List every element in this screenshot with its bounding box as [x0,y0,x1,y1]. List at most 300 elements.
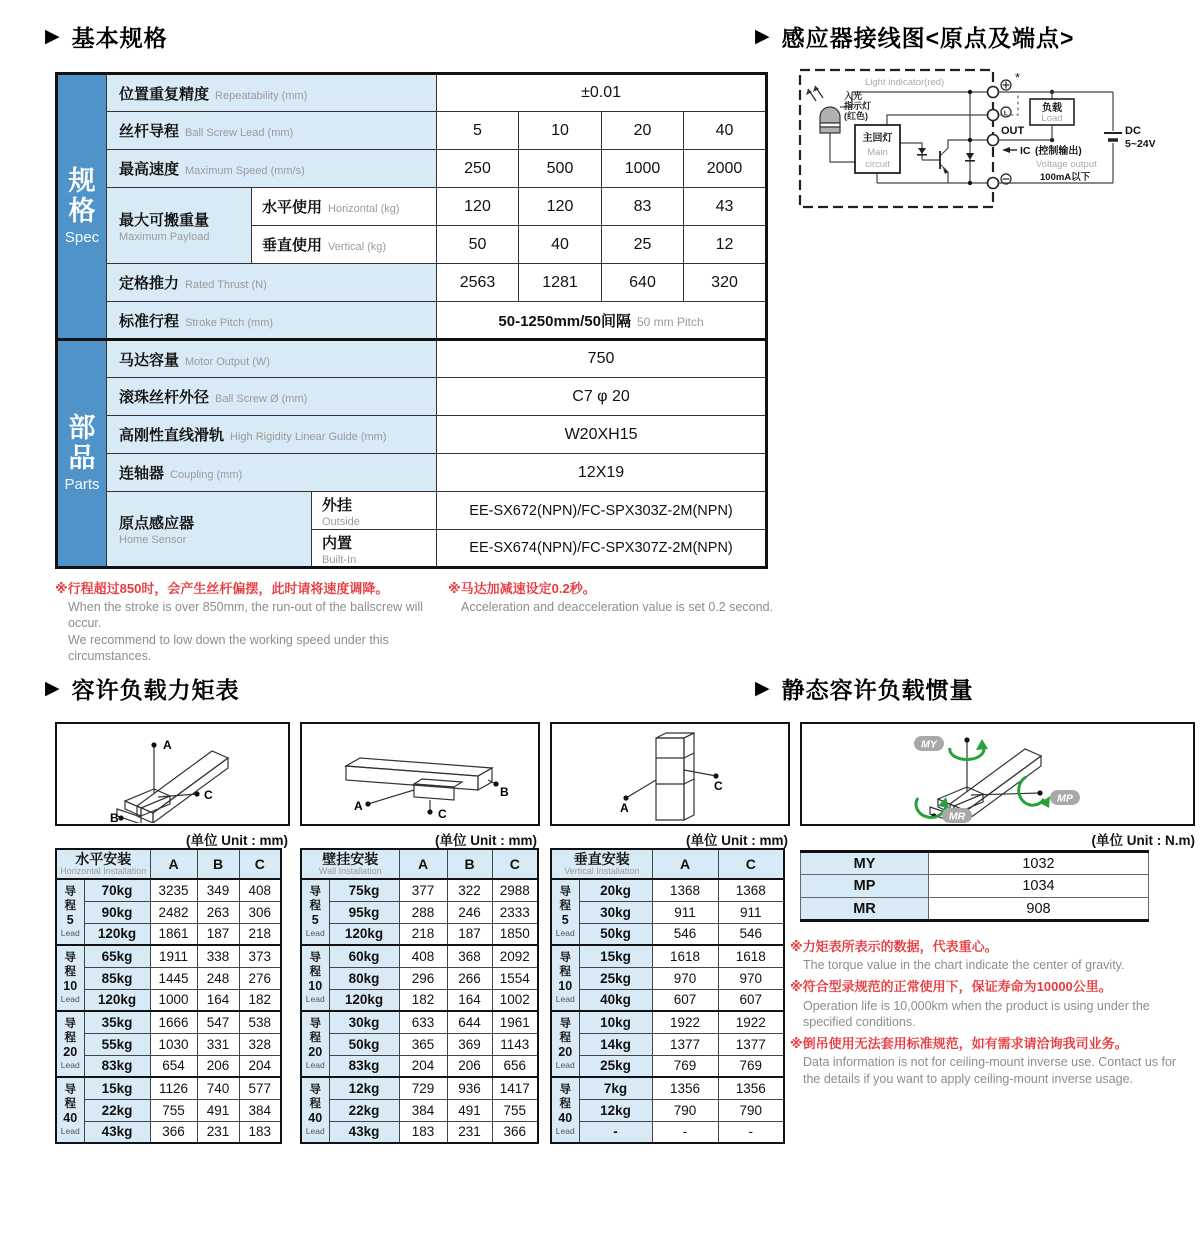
note-item: ※倒吊使用无法套用标准规范，如有需求请洽询我司业务。 Data information is not for ceiling-mount inverse use. Contact us for the details if you want to apply ceiling-mount inverse usage. [790,1036,1177,1086]
value-cell: 120 [437,188,519,226]
payload-cell: 25kg [579,967,652,989]
table-row [301,1011,538,1033]
value-cell: 20 [602,112,684,150]
triangle-bullet-icon: ▶ [45,678,61,699]
wall-rail-drawing [302,724,537,823]
payload-cell: 95kg [329,901,399,923]
table-row [301,879,538,901]
section-title-text: 感应器接线图<原点及端点> [781,25,1075,51]
point-b-label: B [500,785,509,799]
value-cell: 349 [197,879,239,901]
payload-cell: 90kg [84,901,150,923]
value-cell: 654 [150,1055,197,1077]
payload-cell: 83kg [84,1055,150,1077]
value-cell: 1000 [602,150,684,188]
payload-cell: 15kg [579,945,652,967]
value-cell: 538 [239,1011,281,1033]
value-cell: 384 [239,1099,281,1121]
value-cell: 231 [197,1121,239,1143]
out-label: OUT [1001,125,1025,137]
table-row [551,879,784,901]
value-cell: 491 [197,1099,239,1121]
column-header: A [150,849,197,879]
static-notes [790,938,1190,1092]
value-cell: 50 [437,226,519,264]
value-cell: 83 [602,188,684,226]
column-header: A [652,849,718,879]
table-row [551,923,784,945]
voltage-output-label: Voltage output [1036,159,1097,170]
value-cell: 1000 [150,989,197,1011]
sub-label-outside: 外挂 Outside [312,492,437,530]
spec-row-lead [57,112,767,150]
value-cell: 40 [684,112,767,150]
load-zh: 负载 [1042,103,1062,114]
value-cell: 120 [519,188,602,226]
table-row [56,901,281,923]
point-a-label: A [620,801,629,815]
lead-label: 导 程 5 Lead [56,879,84,945]
value-cell: 546 [652,923,718,945]
value-cell: - [718,1121,784,1143]
value-cell: 338 [197,945,239,967]
unit-caption-mm: (单位 Unit : mm) [186,833,288,848]
value-cell: 365 [399,1033,447,1055]
mr-badge [942,808,972,823]
moment-table-horizontal [55,848,282,1144]
value-cell: 607 [718,989,784,1011]
value-cell: 3235 [150,879,197,901]
payload-cell: 65kg [84,945,150,967]
value-cell: 1356 [718,1077,784,1099]
moment-table [550,848,785,1144]
lead-label: 导 程 20 Lead [551,1011,579,1077]
spec-row-thrust [57,264,767,302]
value-cell: W20XH15 [437,416,767,454]
table-row [56,1121,281,1143]
value-cell: 1126 [150,1077,197,1099]
payload-cell: 35kg [84,1011,150,1033]
diagram-vertical-installation [550,722,790,826]
value-cell: 276 [239,967,281,989]
table-row [56,1033,281,1055]
payload-cell: 14kg [579,1033,652,1055]
payload-cell: 15kg [84,1077,150,1099]
plus-terminal-icon [1001,80,1011,90]
value-cell: 5 [437,112,519,150]
diagram-static-moment [800,722,1195,826]
table-row [551,1099,784,1121]
installation-label: 壁挂安装 Wall Installation [301,849,399,879]
value-cell: 1445 [150,967,197,989]
lead-label: 导 程 10 Lead [56,945,84,1011]
row-label: 滚珠丝杆外径 Ball Screw Ø (mm) [107,378,437,416]
payload-cell: 80kg [329,967,399,989]
note-item: ※符合型录规范的正常使用下，保证寿命为10000公里。 Operation life is 10,000km when the product is using under the specified conditions. [790,979,1150,1029]
value-cell: 182 [399,989,447,1011]
note-zh: ※马达加减速设定0.2秒。 [448,581,596,596]
table-row [551,1055,784,1077]
value-cell: 206 [447,1055,492,1077]
svg-text:指示灯: 指示灯 [844,101,872,111]
lead-label: 导 程 40 Lead [551,1077,579,1143]
lead-label: 导 程 40 Lead [301,1077,329,1143]
spec-row-payload-horizontal [57,188,767,226]
value-cell: 1861 [150,923,197,945]
lead-label: 导 程 20 Lead [301,1011,329,1077]
row-label: 丝杆导程 Ball Screw Lead (mm) [107,112,437,150]
value-cell: 377 [399,879,447,901]
vertical-rail-drawing [552,724,787,823]
column-header: C [492,849,538,879]
value-cell: 331 [197,1033,239,1055]
table-row [551,1121,784,1143]
table-row [551,1033,784,1055]
value-cell: 266 [447,967,492,989]
section-title-moment [45,672,240,705]
value-cell: 182 [239,989,281,1011]
value-cell: ±0.01 [437,74,767,112]
value-cell: 1850 [492,923,538,945]
table-row [301,901,538,923]
section-title-static [755,672,974,705]
main-circuit-zh: 主回灯 [862,133,893,144]
row-label: 马达容量 Motor Output (W) [107,340,437,378]
svg-text:Load: Load [1041,113,1063,124]
value-cell: 25 [602,226,684,264]
payload-cell: 75kg [329,879,399,901]
svg-text:(红色): (红色) [844,111,868,121]
diagram-horizontal-installation [55,722,290,826]
point-c-label: C [438,807,447,821]
table-row [801,852,1149,875]
column-header: B [447,849,492,879]
payload-cell: 83kg [329,1055,399,1077]
value-cell: 656 [492,1055,538,1077]
svg-text:5~24V: 5~24V [1125,138,1156,150]
value-cell: C7 φ 20 [437,378,767,416]
triangle-bullet-icon: ▶ [45,26,61,47]
value-cell: 1618 [718,945,784,967]
moment-axis-label: MP [801,875,929,898]
value-cell: 218 [239,923,281,945]
svg-text:MP: MP [1057,792,1073,805]
moment-value: 1032 [929,852,1149,875]
row-label: 定格推力 Rated Thrust (N) [107,264,437,302]
moment-table-vertical [550,848,785,1144]
value-cell: 288 [399,901,447,923]
lead-label: 导 程 20 Lead [56,1011,84,1077]
table-row [301,1055,538,1077]
ic-arrow-icon [1002,147,1017,153]
value-cell: 1922 [652,1011,718,1033]
value-cell: 1961 [492,1011,538,1033]
value-cell: 373 [239,945,281,967]
table-row [56,1099,281,1121]
moment-axis-label: MY [801,852,929,875]
value-cell: 368 [447,945,492,967]
value-cell: 408 [399,945,447,967]
section-title-text: 容许负载力矩表 [71,677,240,703]
value-cell: 187 [197,923,239,945]
table-row [551,1011,784,1033]
dc-label: DC [1125,125,1141,137]
rotation-arrowheads [938,739,1050,808]
value-cell: 204 [239,1055,281,1077]
triangle-bullet-icon: ▶ [755,678,771,699]
value-cell: 1666 [150,1011,197,1033]
point-b-label: B [110,811,119,823]
value-cell: 246 [447,901,492,923]
value-cell: 2092 [492,945,538,967]
row-label-sensor: 原点感应器 Home Sensor [107,492,312,568]
spec-row-sensor-outside [57,492,767,530]
value-cell: 577 [239,1077,281,1099]
value-cell: 1922 [718,1011,784,1033]
my-badge [914,736,944,751]
value-cell: 1417 [492,1077,538,1099]
value-cell: 328 [239,1033,281,1055]
spec-row-motor [57,340,767,378]
value-cell: 1377 [718,1033,784,1055]
value-cell: 2988 [492,879,538,901]
payload-cell: 7kg [579,1077,652,1099]
value-cell: 164 [447,989,492,1011]
mp-badge [1050,790,1080,805]
table-row [551,989,784,1011]
table-row [301,1121,538,1143]
value-cell: 408 [239,879,281,901]
point-a-label: A [354,799,363,813]
value-cell: - [652,1121,718,1143]
moment-table-header [301,849,538,879]
moment-table [55,848,282,1144]
diagram-wall-installation [300,722,540,826]
table-row [301,1099,538,1121]
value-cell: EE-SX674(NPN)/FC-SPX307Z-2M(NPN) [437,530,767,568]
value-cell: 250 [437,150,519,188]
section-title-wiring [755,20,1075,53]
moment-table-header [551,849,784,879]
payload-cell: 12kg [579,1099,652,1121]
payload-cell: 120kg [329,923,399,945]
value-cell: 790 [718,1099,784,1121]
moment-axis-label: MR [801,898,929,921]
spec-row-speed [57,150,767,188]
note-item: ※力矩表所表示的数据，代表重心。 The torque value in the chart indicate the center of gravity. [790,939,1125,973]
row-label: 标准行程 Stroke Pitch (mm) [107,302,437,340]
column-header: B [197,849,239,879]
table-row [56,923,281,945]
column-header: C [718,849,784,879]
basic-spec-table [55,72,768,569]
point-c-label: C [714,779,723,793]
value-cell: 306 [239,901,281,923]
moment-table-wall [300,848,539,1144]
table-row [551,901,784,923]
payload-cell: 50kg [329,1033,399,1055]
value-cell: 1281 [519,264,602,302]
value-cell: EE-SX672(NPN)/FC-SPX303Z-2M(NPN) [437,492,767,530]
payload-cell: 50kg [579,923,652,945]
spec-row-stroke [57,302,767,340]
value-cell: 218 [399,923,447,945]
value-cell: 970 [718,967,784,989]
value-cell: 633 [399,1011,447,1033]
side-label-zh: 规格 [68,166,96,226]
payload-cell: 43kg [84,1121,150,1143]
value-cell: 263 [197,901,239,923]
moment-value: 1034 [929,875,1149,898]
value-cell: 1356 [652,1077,718,1099]
payload-cell: 12kg [329,1077,399,1099]
payload-cell: 43kg [329,1121,399,1143]
incident-light-label: 入光 [844,91,863,101]
value-cell: 183 [399,1121,447,1143]
sub-label-builtin: 内置 Built-In [312,530,437,568]
section-title-basic-spec [45,20,168,53]
dc-battery-icon [1104,133,1122,140]
row-label: 连轴器 Coupling (mm) [107,454,437,492]
table-row [301,923,538,945]
moment-value: 908 [929,898,1149,921]
value-cell: 1368 [652,879,718,901]
side-label-parts [57,340,107,568]
value-cell: 769 [718,1055,784,1077]
table-row [801,875,1149,898]
value-cell: 2563 [437,264,519,302]
value-cell: 911 [652,901,718,923]
max-current-label: 100mA以下 [1040,172,1091,183]
lead-label: 导 程 10 Lead [551,945,579,1011]
rotation-arrows [916,745,1044,817]
row-label-payload: 最大可搬重量 Maximum Payload [107,188,252,264]
spec-note-left [55,580,445,669]
value-cell: 755 [150,1099,197,1121]
value-cell: 500 [519,150,602,188]
table-row [56,967,281,989]
table-row [301,989,538,1011]
svg-text:L: L [1003,108,1009,118]
value-cell: 2000 [684,150,767,188]
point-a-label: A [163,738,172,752]
value-cell: 729 [399,1077,447,1099]
payload-cell: 60kg [329,945,399,967]
lead-label: 导 程 40 Lead [56,1077,84,1143]
side-label-zh: 部品 [68,413,96,473]
static-load-table [800,850,1149,922]
point-c-label: C [204,788,213,802]
value-cell: 12 [684,226,767,264]
table-row [56,1011,281,1033]
note-en: Acceleration and deacceleration value is set 0.2 second. [461,600,773,615]
terminal-circles [988,87,999,189]
unit-caption-mm: (单位 Unit : mm) [435,833,537,848]
side-label-en: Spec [64,228,100,246]
table-row [551,945,784,967]
value-cell: 204 [399,1055,447,1077]
value-cell: 1618 [652,945,718,967]
value-cell: 491 [447,1099,492,1121]
value-cell: 640 [602,264,684,302]
value-cell: 183 [239,1121,281,1143]
value-cell: 50-1250mm/50间隔 50 mm Pitch [437,302,767,340]
svg-text:Main: Main [867,147,888,158]
value-cell: 936 [447,1077,492,1099]
row-label: 最高速度 Maximum Speed (mm/s) [107,150,437,188]
table-row [301,1077,538,1099]
table-row [551,967,784,989]
value-cell: 769 [652,1055,718,1077]
value-cell: 322 [447,879,492,901]
value-cell: 970 [652,967,718,989]
value-cell: 2333 [492,901,538,923]
value-cell: 1030 [150,1033,197,1055]
ic-label: IC [1020,145,1031,157]
value-cell: 911 [718,901,784,923]
payload-cell: 70kg [84,879,150,901]
value-cell: 790 [652,1099,718,1121]
value-cell: 1554 [492,967,538,989]
payload-cell: 40kg [579,989,652,1011]
payload-cell: 120kg [84,989,150,1011]
value-cell: 740 [197,1077,239,1099]
value-cell: 164 [197,989,239,1011]
svg-text:MY: MY [921,738,937,751]
payload-cell: 22kg [84,1099,150,1121]
section-title-text: 静态容许负载惯量 [781,677,974,703]
payload-cell: - [579,1121,652,1143]
payload-cell: 10kg [579,1011,652,1033]
spec-row-screw-dia [57,378,767,416]
moment-table-header [56,849,281,879]
value-cell: 248 [197,967,239,989]
value-cell: 206 [197,1055,239,1077]
payload-cell: 30kg [579,901,652,923]
value-cell: 547 [197,1011,239,1033]
installation-label: 垂直安装 Vertical Installation [551,849,652,879]
table-row [301,967,538,989]
unit-caption-mm: (单位 Unit : mm) [686,833,788,848]
value-cell: 369 [447,1033,492,1055]
sensor-wiring-diagram [790,55,1200,220]
value-cell: 2482 [150,901,197,923]
spec-row-repeatability [57,74,767,112]
table-row [801,898,1149,921]
unit-caption-nm: (单位 Unit : N.m) [1091,833,1195,848]
value-cell: 1377 [652,1033,718,1055]
value-cell: 12X19 [437,454,767,492]
triangle-bullet-icon: ▶ [755,26,771,47]
section-title-text: 基本规格 [71,25,168,51]
note-en: When the stroke is over 850mm, the run-out of the ballscrew will occur. We recommend to low down the working speed under this circumstances. [68,600,424,663]
row-label: 位置重复精度 Repeatability (mm) [107,74,437,112]
lead-label: 导 程 10 Lead [301,945,329,1011]
installation-label: 水平安装 Horizontal Installation [56,849,150,879]
value-cell: 1002 [492,989,538,1011]
table-row [56,879,281,901]
value-cell: 366 [150,1121,197,1143]
horizontal-rail-drawing [57,724,287,823]
value-cell: 384 [399,1099,447,1121]
sub-label-vertical: 垂直使用 Vertical (kg) [252,226,437,264]
table-row [56,989,281,1011]
payload-cell: 20kg [579,879,652,901]
asterisk-label: * [1015,70,1021,85]
value-cell: 750 [437,340,767,378]
value-cell: 187 [447,923,492,945]
value-cell: 231 [447,1121,492,1143]
